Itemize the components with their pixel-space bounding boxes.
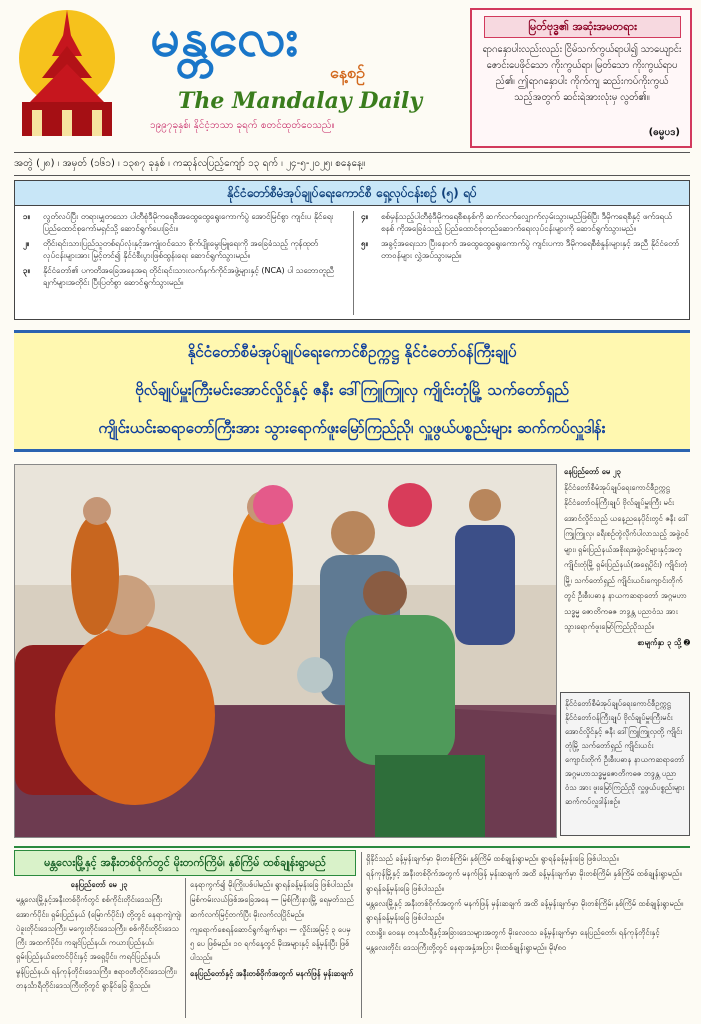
weather-dateline: နေပြည်တော် မေ ၂၃: [70, 880, 128, 889]
objective-item: [23, 211, 343, 235]
weather-section: [14, 846, 690, 1020]
objective-number: ၃။: [23, 266, 30, 275]
objective-number: ၂။: [23, 239, 30, 248]
masthead-title: မန္တလေး: [150, 7, 300, 68]
objective-text: တိုင်းရင်းသားပြည်သူတစ်ရပ်လုံးနှင့်အကျုံးဝင်သော စိုက်ပျိုးမွေးမြူရေးကို အခြေခံသည့် ကုန်ထုတ် လုပ်ငန်းများအား မြှင့်တင်၍ နိုင်ငံစီးပွားဖြစ်ထွန်းရေး ဆောင်ရွက်သွားမည်။: [43, 239, 318, 260]
story-body: နိုင်ငံတော်စီမံအုပ်ချုပ်ရေးကောင်စီဥက္ကဋ္ဌ နိုင်ငံတော်ဝန်ကြီးချုပ် ဗိုလ်ချုပ်မှူးကြီး မင်းအောင်လှိုင်သည် ယနေ့ညနေပိုင်းတွင် ဇနီး ဒေါ်ကြူကြူလှ၊ ခရီးစဉ်တွဲလိုက်ပါလာသည့် အဖွဲ့ဝင်များ၊ ရှမ်းပြည်နယ်အစိုးရအဖွဲ့ဝင်များနှင့်အတူ ကျိုင်းတုံမြို့ ရှမ်းပြည်နယ်(အရှေ့ပိုင်း) ကျိုင်းတုံမြို့၊ သက်တော်ရှည် ကျိုင်းယင်းကျောင်းတိုက်တွင် ဦးစီးပဓာန နာယကဆရာတော် အဂ္ဂမဟာသဒ္ဓမ္မ ဇောတိကဓဇ ဘဒ္ဒန္တ ပညာဝံသ အား သွားရောက်ဖူးမြော်ကြည်ညိုသည်။: [564, 482, 689, 631]
issue-dateline: အတွဲ (၂၈) ၊ အမှတ် (၁၆၁) ၊ ၁၃၈၇ ခုနှစ် ၊ ကဆုန်လပြည့်ကျော် ၁၃ ရက် ၊ ၂၄-၅-၂၀၂၅၊ စနေနေ့။: [14, 152, 690, 176]
objective-text: အခွင့်အရေးသာ ပြီးနောက် အထွေထွေရွေးကောက်ပွဲ ကျင်းပကာ ဒီမိုကရေစီစံနှုန်းများနှင့် အညီ နိုင်ငံတော်တာဝန်များ လွှဲအပ်သွားမည်။: [381, 239, 680, 260]
founding-line: ၁၉၉၇ခုနှစ်၊ နိုင်ငံ့ဘသာ ခုရက် စတင်ထုတ်ဝေသည်။: [150, 120, 335, 131]
objective-text: စစ်မှန်သည့်ပါတီစုံဒီမိုကရေစီစနစ်ကို ဆက်လက်လျှောက်လှမ်းသွားမည်ဖြစ်ပြီး ဒီမိုကရေစီနှင့် ဖက်ဒရယ်စနစ် ကိုအခြေခံသည့် ပြည်ထောင်စုတည်ဆောက်ရေးလုပ်ငန်းများကို ဆောင်ရွက်သွားမည်။: [381, 212, 672, 233]
objective-number: ၄။: [361, 212, 368, 221]
masthead-subtitle: နေ့စဉ်: [330, 63, 365, 82]
column-divider: [361, 852, 362, 1018]
objective-text: လွတ်လပ်ပြီး တရားမျှတသော ပါတီစုံဒီမိုကရေစီအထွေထွေရွေးကောက်ပွဲ အောင်မြင်စွာ ကျင်းပ နိုင်ရေး ပြည်ထောင်စုကော်မရှင်သို့ ဆောင်ရွက်ပေးခြင်း။: [43, 212, 334, 233]
weather-column-3: [366, 852, 690, 956]
weather-paragraph: မန္တလေးမြို့နှင့် အနီးတစ်ဝိုက်အတွက် မနက်ဖြန် မှန်းဆချက် အထိ ခန့်မှန်းချက်မှာ မိုးတစ်ကြိမ်၊ နှစ်ကြိမ် ထစ်ချုန်းရွာမည်။ ရွာရန်ခန့်မှန်းခြေ ဖြစ်ပါသည်။: [366, 898, 684, 923]
proverb-title: မြတ်ဗုဒ္ဓ၏ အဆုံးအမတရား: [484, 16, 681, 38]
proverb-source: (ဓမ္မပဒ): [648, 127, 680, 138]
column-divider: [185, 878, 186, 1018]
objectives-box: [14, 180, 690, 320]
objective-item: [361, 211, 681, 235]
objective-number: ၅။: [361, 239, 368, 248]
weather-paragraph: မြစ်ကမ်းလယ်ဖြစ်အခြေအနေ — မြစ်ကြီးနားမြို့ ရေမှတ်သည် ဆက်လက်မြင့်တက်ပြီး မိုးလက်လပြိုင်မည်။: [190, 895, 354, 919]
weather-paragraph: နေပြည်တော်နှင့် အနီးတစ်ဝိုက်အတွက် မနက်ဖြန် မှန်းဆချက်: [190, 968, 354, 978]
objectives-column-right: [361, 211, 681, 265]
weather-paragraph: ရှိနိုင်သည် ခန့်မှန်းချက်မှာ မိုးတစ်ကြိမ်၊ နှစ်ကြိမ် ထစ်ချုန်းရွာမည်။ ရွာရန်ခန့်မှန်းခြေ ဖြစ်ပါသည်။: [366, 854, 619, 863]
headline-line: ကျိုင်းယင်းဆရာတော်ကြီးအား သွားရောက်ဖူးမြော်ကြည်ညို၊ လှူဖွယ်ပစ္စည်းများ ဆက်ကပ်လှူဒါန်း: [98, 419, 606, 437]
continued-link[interactable]: စာမျက်နှာ ၃ သို့ ➋: [637, 637, 690, 647]
weather-paragraph: ရန်ကုန်မြို့နှင့် အနီးတစ်ဝိုက်အတွက် မနက်ဖြန် မှန်းဆချက် အထိ ခန့်မှန်းချက်မှာ မိုးတစ်ကြိမ်၊ နှစ်ကြိမ် ထစ်ချုန်းရွာမည်။ ရွာရန်ခန့်မှန်းခြေ ဖြစ်ပါသည်။: [366, 869, 682, 893]
weather-paragraph: ကျရောက်စေရန်ဆောင်ရွက်ချက်များ — လှိုင်းအမြင့် ၃ ပေမှ ၅ ပေ ဖြစ်မည်။ ၁၀ ရက်နေ့တွင် မိုးအများနှင့် ခန့်မှန်းပြီး ဖြစ်ပါသည်။: [190, 924, 351, 963]
weather-paragraph: လားရှိုး၊ ဝေနေ၊ တနင်္သာရီနှင့်အခြားဒေသများအတွက် မိုးလေဝသ ခန့်မှန်းချက်မှာ နေပြည်တော်၊ ရန်ကုန်တိုင်းနှင့် မန္တလေးတိုင်း ဒေသကြီးတို့တွင် နေရာအနှံ့အပြား မိုးထစ်ချုန်းရွာမည်။ မိုး/၈ဝ: [366, 928, 660, 952]
masthead: [0, 0, 701, 150]
pagoda-logo: [8, 6, 126, 140]
headline-line: ဗိုလ်ချုပ်မှူးကြီးမင်းအောင်လှိုင်နှင့် ဇနီး ဒေါ်ကြူကြူလှ ကျိုင်းတုံမြို့ သက်တော်ရှည်: [135, 381, 569, 399]
column-divider: [353, 211, 354, 315]
weather-column-2: [190, 878, 356, 982]
objectives-title: နိုင်ငံတော်စီမံအုပ်ချုပ်ရေးကောင်စီ ရှေ့လုပ်ငန်းစဉ် (၅) ရပ်: [15, 181, 689, 206]
proverb-box: [470, 8, 692, 148]
headline-line: နိုင်ငံတော်စီမံအုပ်ချုပ်ရေးကောင်စီဥက္ကဋ္ဌ နိုင်ငံတော်ဝန်ကြီးချုပ်: [187, 343, 517, 361]
story-dateline: နေပြည်တော် မေ ၂၃: [564, 467, 621, 476]
lead-headline: [14, 330, 690, 452]
weather-paragraph: မန္တလေးမြို့နှင့်အနီးတစ်ဝိုက်တွင် စစ်ကိုင်းတိုင်းဒေသကြီးအောက်ပိုင်း၊ ရှမ်းပြည်နယ် (မြောက်ပိုင်း) တို့တွင် နေရာကျဲကျဲ၊ ပဲခူးတိုင်းဒေသကြီး၊ မကွေးတိုင်းဒေသကြီး၊ စစ်ကိုင်းတိုင်းဒေသကြီး အထက်ပိုင်း၊ ကချင်ပြည်နယ်၊ ကယားပြည်နယ်၊ ရှမ်းပြည်နယ်တောင်ပိုင်းနှင့် အရှေ့ပိုင်း၊ ကရင်ပြည်နယ်၊ မွန်ပြည်နယ်၊ ရန်ကုန်တိုင်းဒေသကြီး၊ ဧရာဝတီတိုင်းဒေသကြီး၊ တနင်္သာရီတိုင်းဒေသကြီးတို့တွင် ရွာနိုင်ခြေ ရှိသည်။: [16, 895, 182, 991]
objective-number: ၁။: [23, 212, 30, 221]
proverb-text: ရာဂနှောပါးလည်းလည်း ငြိမ်သက်ကွယ်ရာပါ၍ သာယျောင်း ဇောင်းပေဖိုင်သော ကိုးကွယ်ရာ၊ မြတ်သော ကိုးကွယ်ရာပည်၏၊ ဤရာဂနှောပါး ကိုက်ကျ ဆည်းကပ်ကိုးကွယ်သည့်အတွက် ဆင်းရဲအားလုံးမှ လွတ်၏။: [482, 44, 682, 103]
masthead-english-title: The Mandalay Daily: [178, 88, 423, 114]
objective-text: နိုင်ငံတော်၏ ပကတိအခြေအနေအရ တိုင်းရင်းသားလက်နက်ကိုင်အဖွဲ့များနှင့် (NCA) ပါ သဘောတူညီချက်များအတိုင်း ပြီးပြတ်စွာ ဆောင်ရွက်သွားမည်။: [43, 266, 334, 287]
weather-title: မန္တလေးမြို့နှင့် အနီးတစ်ဝိုက်တွင် မိုးတက်ကြိမ်၊ နှစ်ကြိမ် ထစ်ချုန်းရွာမည်: [14, 850, 356, 876]
lead-photo: [14, 464, 557, 838]
objective-item: [23, 238, 343, 262]
weather-column-1: [16, 878, 182, 994]
objective-item: [361, 238, 681, 262]
weather-paragraph: နေရာကွက်၍ မိုးကြိုးပစ်ပါမည်။ ရွာရန်ခန့်မှန်းခြေ ဖြစ်ပါသည်။: [190, 880, 353, 889]
objective-item: [23, 265, 343, 289]
photo-caption: နိုင်ငံတော်စီမံအုပ်ချုပ်ရေးကောင်စီဥက္ကဋ္ဌ နိုင်ငံတော်ဝန်ကြီးချုပ် ဗိုလ်ချုပ်မှူးကြီးမင်းအောင်လှိုင်နှင့် ဇနီး ဒေါ်ကြူကြူလှတို့ ကျိုင်းတုံမြို့ သက်တော်ရှည် ကျိုင်းယင်းကျောင်းတိုက် ဦးစီးပဓာန နာယကဆရာတော် အဂ္ဂမဟာသဒ္ဓမ္မဇောတိကဓဇ ဘဒ္ဒန္တ ပညာဝံသ အား ဖူးမြော်ကြည်ညို လှူဖွယ်ပစ္စည်းများ ဆက်ကပ်လှူဒါန်းစဉ်။: [560, 692, 690, 836]
objectives-column-left: [23, 211, 343, 292]
